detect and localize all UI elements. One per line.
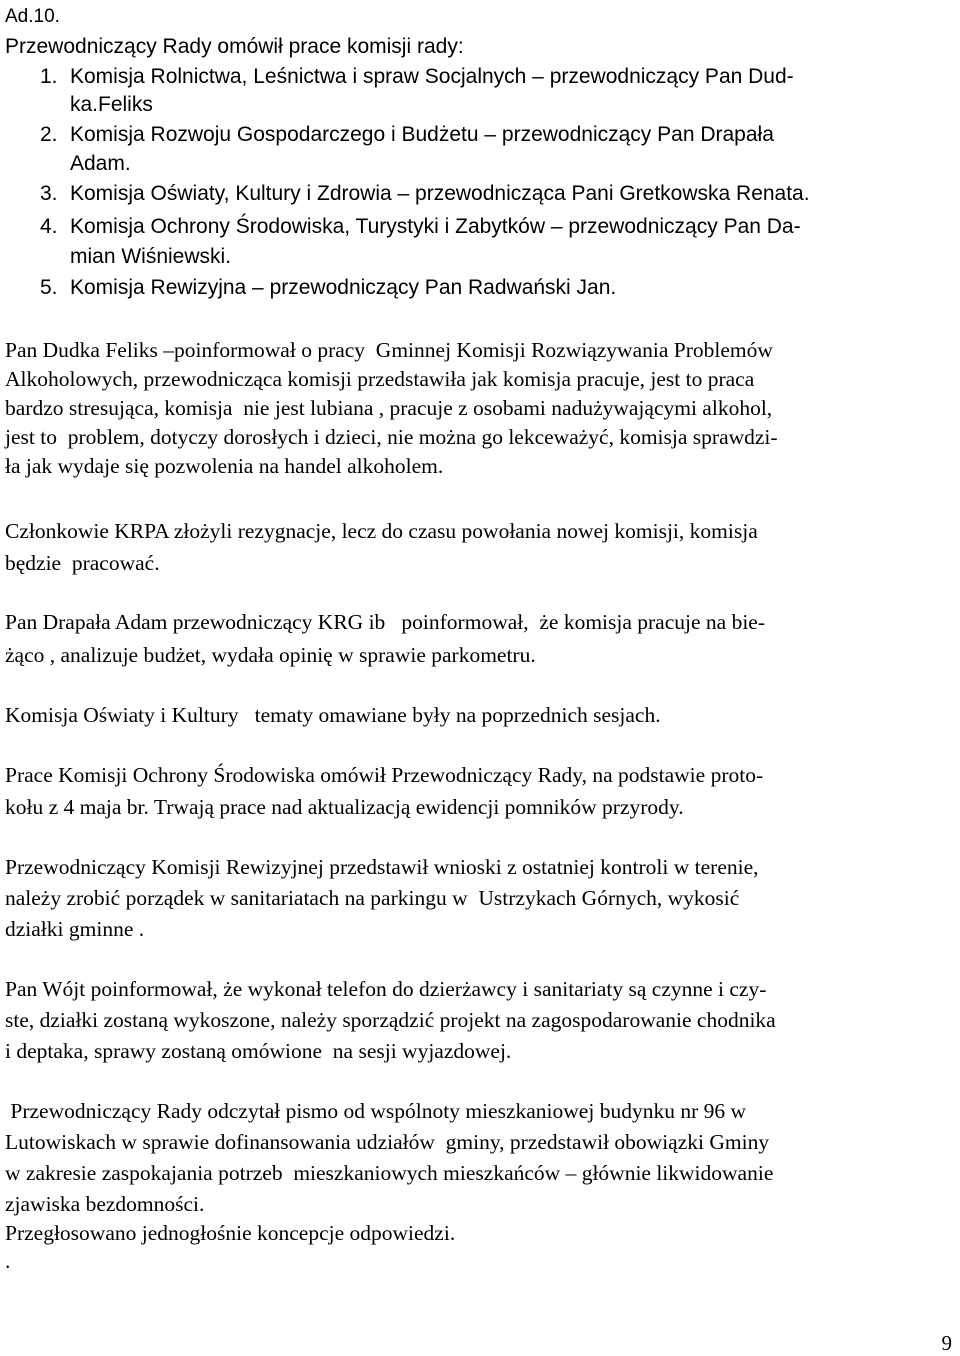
list-item-number: 3. [40,182,58,205]
paragraph-line: Przegłosowano jednogłośnie koncepcje odpowiedzi. [5,1221,456,1245]
paragraph-line: Lutowiskach w sprawie dofinansowania udziałów gminy, przedstawił obowiązki Gminy [5,1130,770,1154]
paragraph-line: Prace Komisji Ochrony Środowiska omówił Przewodniczący Rady, na podstawie proto- [5,763,764,787]
list-item-continuation: ka.Feliks [70,93,153,116]
paragraph-line: w zakresie zaspokajania potrzeb mieszkaniowych mieszkańców – głównie likwidowanie [5,1161,774,1185]
list-item [40,273,616,303]
paragraph-line: jest to problem, dotyczy dorosłych i dzieci, nie można go lekceważyć, komisja sprawdzi- [5,425,778,449]
list-item-text: Komisja Rolnictwa, Leśnictwa i spraw Socjalnych – przewodniczący Pan Dud- [70,65,794,88]
paragraph-line: kołu z 4 maja br. Trwają prace nad aktualizacją ewidencji pomników przyrody. [5,795,684,819]
paragraph-line: Pan Dudka Feliks –poinformował o pracy Gminnej Komisji Rozwiązywania Problemów [5,338,773,362]
paragraph-line: żąco , analizuje budżet, wydała opinię w sprawie parkometru. [5,643,536,667]
list-item-text: Komisja Rozwoju Gospodarczego i Budżetu – przewodniczący Pan Drapała [70,123,774,146]
paragraph-line: i deptaka, sprawy zostaną omówione na sesji wyjazdowej. [5,1039,512,1063]
paragraph-line: Pan Drapała Adam przewodniczący KRG ib poinformował, że komisja pracuje na bie- [5,610,766,634]
section-label: Ad.10. [5,6,60,27]
list-item [40,120,774,150]
paragraph-line: zjawiska bezdomności. [5,1192,205,1216]
list-item-text: Komisja Ochrony Środowiska, Turystyki i Zabytków – przewodniczący Pan Da- [70,215,801,238]
paragraph-line: działki gminne . [5,917,145,941]
list-item [40,62,794,92]
section-intro: Przewodniczący Rady omówił prace komisji rady: [5,35,464,58]
paragraph-line: Pan Wójt poinformował, że wykonał telefon do dzierżawcy i sanitariaty są czynne i czy- [5,977,767,1001]
paragraph-line: Przewodniczący Rady odczytał pismo od wspólnoty mieszkaniowej budynku nr 96 w [5,1099,747,1123]
paragraph-line: bardzo stresująca, komisja nie jest lubiana , pracuje z osobami nadużywającymi alkohol, [5,396,773,420]
list-item-number: 2. [40,123,58,146]
paragraph-line: ste, działki zostaną wykoszone, należy sporządzić projekt na zagospodarowanie chodnika [5,1008,776,1032]
list-item-continuation: mian Wiśniewski. [70,245,232,268]
paragraph-line: Komisja Oświaty i Kultury tematy omawiane były na poprzednich sesjach. [5,703,661,727]
paragraph-line: Przewodniczący Komisji Rewizyjnej przedstawił wnioski z ostatniej kontroli w terenie, [5,855,759,879]
page-number: 9 [941,1331,952,1355]
list-item-number: 4. [40,215,58,238]
list-item [40,179,810,209]
paragraph-line: należy zrobić porządek w sanitariatach na parkingu w Ustrzykach Górnych, wykosić [5,886,740,910]
paragraph-line: ła jak wydaje się pozwolenia na handel alkoholem. [5,454,444,478]
list-item-text: Komisja Rewizyjna – przewodniczący Pan Radwański Jan. [70,276,617,299]
paragraph-line: Członkowie KRPA złożyli rezygnacje, lecz do czasu powołania nowej komisji, komisja [5,519,758,543]
paragraph-line: . [5,1249,11,1273]
list-item-continuation: Adam. [70,152,131,175]
list-item-number: 1. [40,65,58,88]
paragraph-line: Alkoholowych, przewodnicząca komisji przedstawiła jak komisja pracuje, jest to praca [5,367,755,391]
list-item-text: Komisja Oświaty, Kultury i Zdrowia – przewodnicząca Pani Gretkowska Renata. [70,182,810,205]
list-item [40,212,801,242]
list-item-number: 5. [40,276,58,299]
paragraph-line: będzie pracować. [5,551,160,575]
